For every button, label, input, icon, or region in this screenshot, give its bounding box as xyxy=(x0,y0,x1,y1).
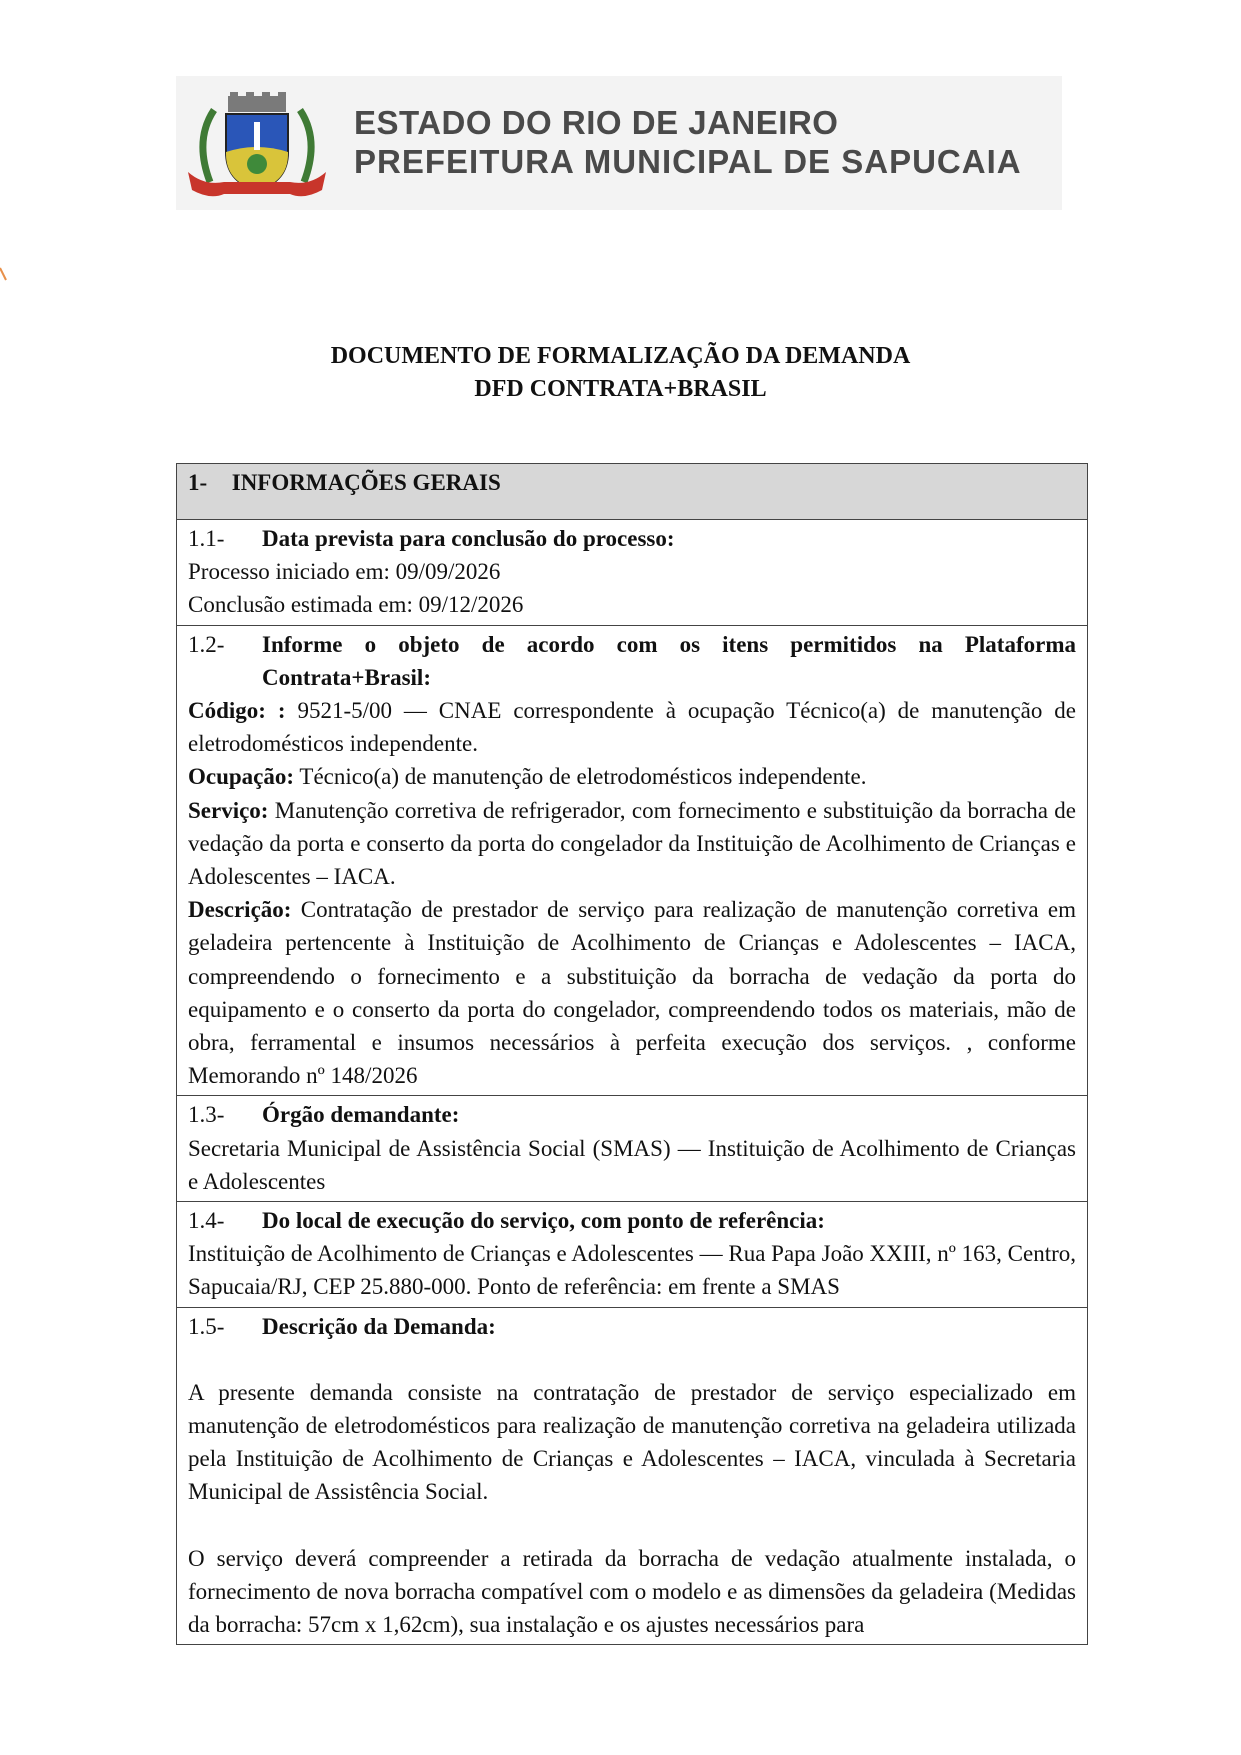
item-title: Descrição da Demanda: xyxy=(262,1313,496,1339)
letterhead-municipality-name: PREFEITURA MUNICIPAL DE SAPUCAIA xyxy=(354,143,1022,180)
occupation-text: Técnico(a) de manutenção de eletrodomésticos independente. xyxy=(294,764,867,790)
section-number: 1- xyxy=(188,470,208,495)
section-title: INFORMAÇÕES GERAIS xyxy=(231,470,501,495)
document-title: DOCUMENTO DE FORMALIZAÇÃO DA DEMANDA xyxy=(330,343,911,369)
service-paragraph xyxy=(188,794,1076,894)
item-number: 1.4- xyxy=(188,1208,225,1234)
table-row xyxy=(177,625,1088,1096)
table-row xyxy=(177,1096,1088,1202)
item-number: 1.3- xyxy=(188,1102,225,1128)
section-header xyxy=(177,464,1088,520)
service-label: Serviço: xyxy=(188,797,269,823)
demand-description-paragraph: A presente demanda consiste na contratação de prestador de serviço especializado em manutenção de eletrodomésticos para realização de manutenção corretiva na geladeira utilizada pela Instituição de Acolhimento de Crianças e Adolescentes – IACA, vinculada à Secretaria Municipal de Assistência Social. xyxy=(188,1379,1076,1505)
general-info-table xyxy=(176,463,1088,1645)
table-row xyxy=(177,1202,1088,1308)
item-heading xyxy=(188,522,1076,555)
code-paragraph xyxy=(188,694,1076,760)
item-title: Informe o objeto de acordo com os itens permitidos na Plataforma Contrata+Brasil: xyxy=(262,631,1076,690)
letterhead-state-name: ESTADO DO RIO DE JANEIRO xyxy=(354,104,839,141)
section-header-row xyxy=(177,464,1088,520)
process-start-date: Processo iniciado em: 09/09/2026 xyxy=(188,559,501,585)
item-1-1 xyxy=(177,520,1088,626)
demand-description-paragraph: O serviço deverá compreender a retirada da borracha de vedação atualmente instalada, o fornecimento de nova borracha compatível com o modelo e as dimensões da geladeira (Medidas da borracha: 57cm x 1,62cm), sua instalação e os ajustes necessários para xyxy=(188,1545,1076,1638)
item-1-5 xyxy=(177,1307,1088,1645)
letterhead xyxy=(176,76,1062,210)
item-title: Órgão demandante: xyxy=(262,1102,460,1128)
table-row xyxy=(177,520,1088,626)
item-title: Data prevista para conclusão do processo: xyxy=(262,526,675,551)
service-text: Manutenção corretiva de refrigerador, com fornecimento e substituição da borracha de vedação da porta e conserto da porta do congelador da Instituição de Acolhimento de Crianças e Adolescentes – IACA. xyxy=(188,797,1076,890)
document-subtitle: DFD CONTRATA+BRASIL xyxy=(474,376,767,402)
requesting-body-text: Secretaria Municipal de Assistência Social (SMAS) — Instituição de Acolhimento de Crianças e Adolescentes xyxy=(188,1135,1076,1194)
description-text: Contratação de prestador de serviço para realização de manutenção corretiva em geladeira pertencente à Instituição de Acolhimento de Crianças e Adolescentes – IACA, compreendendo o fornecimento e a substituição da borracha de vedação da porta do equipamento e o conserto da porta do congelador, compreendendo todos os materiais, mão de obra, ferramental e insumos necessários à perfeita execução dos serviços. , conforme Memorando nº 148/2026 xyxy=(188,897,1076,1089)
table-row xyxy=(177,1307,1088,1645)
occupation-label: Ocupação: xyxy=(188,764,295,790)
description-label: Descrição: xyxy=(188,897,292,923)
code-text: 9521-5/00 — CNAE correspondente à ocupação Técnico(a) de manutenção de eletrodomésticos independente. xyxy=(188,698,1076,757)
item-heading xyxy=(188,1310,1076,1343)
item-number: 1.1- xyxy=(188,526,225,551)
service-location-text: Instituição de Acolhimento de Crianças e Adolescentes — Rua Papa João XXIII, nº 163, Centro, Sapucaia/RJ, CEP 25.880-000. Ponto de referência: em frente a SMAS xyxy=(188,1241,1076,1300)
page-edge-mark xyxy=(0,266,8,282)
item-1-4 xyxy=(177,1202,1088,1308)
item-heading xyxy=(188,628,1076,694)
item-heading xyxy=(188,1204,1076,1237)
item-1-2 xyxy=(177,625,1088,1096)
item-number: 1.2- xyxy=(188,631,225,657)
municipal-coat-of-arms-icon xyxy=(184,90,330,206)
description-paragraph xyxy=(188,893,1076,1092)
item-number: 1.5- xyxy=(188,1313,225,1339)
item-1-3 xyxy=(177,1096,1088,1202)
item-title: Do local de execução do serviço, com ponto de referência: xyxy=(262,1208,825,1234)
item-heading xyxy=(188,1098,1076,1131)
process-estimated-end-date: Conclusão estimada em: 09/12/2026 xyxy=(188,592,524,618)
code-label: Código: : xyxy=(188,698,286,724)
occupation-paragraph xyxy=(188,760,1076,793)
